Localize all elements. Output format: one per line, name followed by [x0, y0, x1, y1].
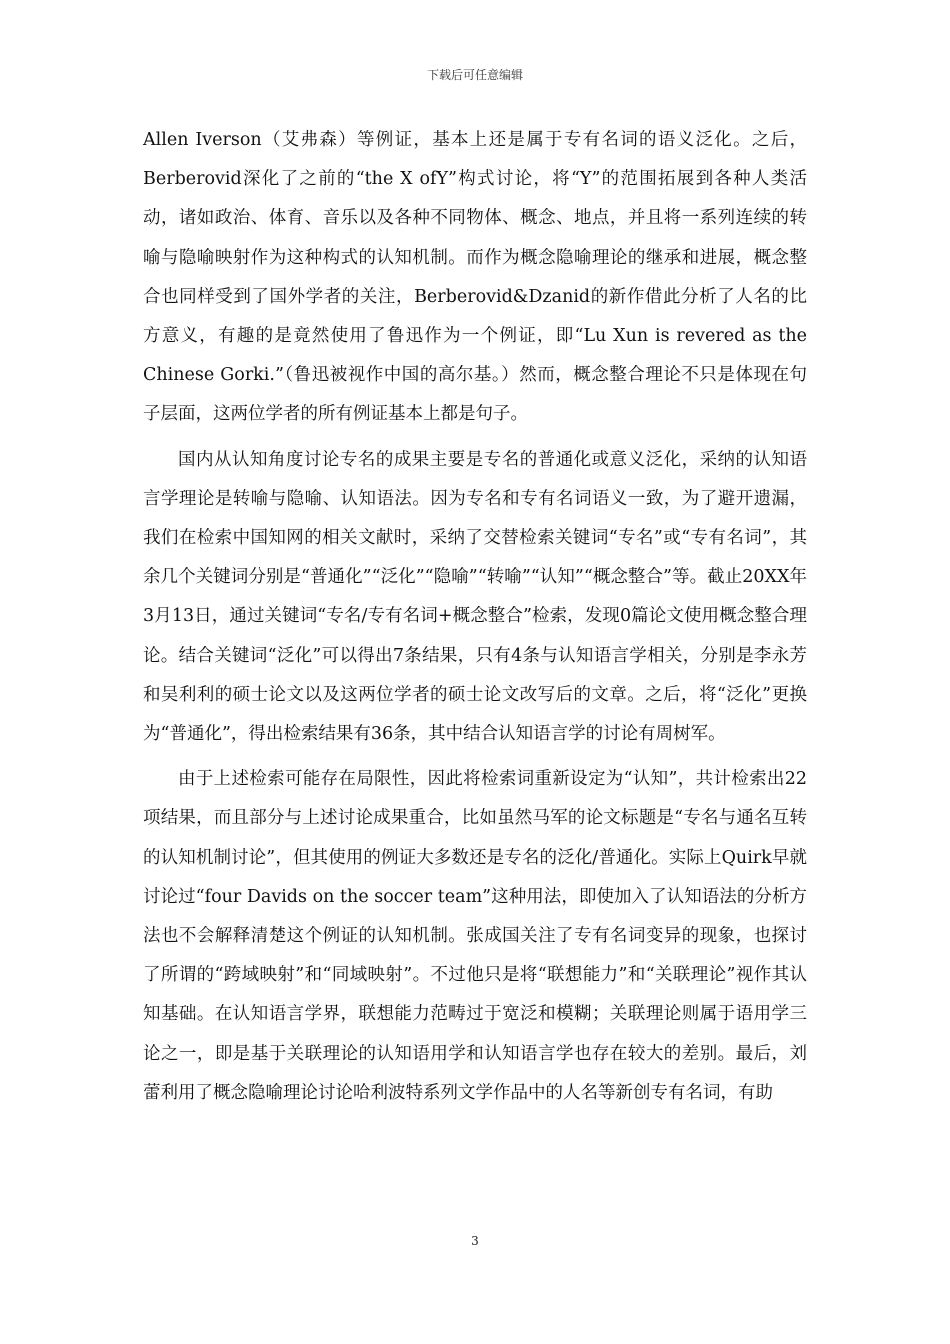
paragraph-3: 由于上述检索可能存在局限性，因此将检索词重新设定为“认知”，共计检索出22项结果，而且部分与上述讨论成果重合，比如虽然马军的论文标题是“专名与通名互转的认知机制讨论”，但其使用的例证大多数还是专名的泛化/普通化。实际上Quirk早就讨论过“four Davids on the soccer team”这种用法，即使加入了认知语法的分析方法也不会解释清楚这个例证的认知机制。张成国关注了专有名词变异的现象，也探讨了所谓的“跨域映射”和“同域映射”。不过他只是将“联想能力”和“关联理论”视作其认知基础。在认知语言学界，联想能力范畴过于宽泛和模糊；关联理论则属于语用学三论之一，即是基于关联理论的认知语用学和认知语言学也存在较大的差别。最后，刘蕾利用了概念隐喻理论讨论哈利波特系列文学作品中的人名等新创专有名词，有助 — [143, 769, 807, 1103]
paragraph-2: 国内从认知角度讨论专名的成果主要是专名的普通化或意义泛化，采纳的认知语言学理论是转喻与隐喻、认知语法。因为专名和专有名词语义一致，为了避开遗漏，我们在检索中国知网的相关文献时，采纳了交替检索关键词“专名”或“专有名词”，其余几个关键词分别是“普通化”“泛化”“隐喻”“转喻”“认知”“概念整合”等。截止20XX年3月13日，通过关键词“专名/专有名词+概念整合”检索，发现0篇论文使用概念整合理论。结合关键词“泛化”可以得出7条结果，只有4条与认知语言学相关，分别是李永芳和吴利利的硕士论文以及这两位学者的硕士论文改写后的文章。之后，将“泛化”更换为“普通化”，得出检索结果有36条，其中结合认知语言学的讨论有周树军。 — [143, 449, 807, 745]
page-header: 下载后可任意编辑 — [426, 68, 523, 82]
paragraph-1: Allen Iverson（艾弗森）等例证，基本上还是属于专有名词的语义泛化。之后，Berberovid深化了之前的“the X ofY”构式讨论，将“Y”的范围拓展到各种人类活动，诸如政治、体育、音乐以及各种不同物体、概念、地点，并且将一系列连续的转喻与隐喻映射作为这种构式的认知机制。而作为概念隐喻理论的继承和进展，概念整合也同样受到了国外学者的关注，Berberovid&Dzanid的新作借此分析了人名的比方意义，有趣的是竟然使用了鲁迅作为一个例证，即“Lu Xun is revered as the Chinese Gorki.”（鲁迅被视作中国的高尔基。）然而，概念整合理论不只是体现在句子层面，这两位学者的所有例证基本上都是句子。 — [143, 130, 807, 425]
page-number: 3 — [471, 1234, 479, 1248]
document-body — [143, 121, 807, 1119]
